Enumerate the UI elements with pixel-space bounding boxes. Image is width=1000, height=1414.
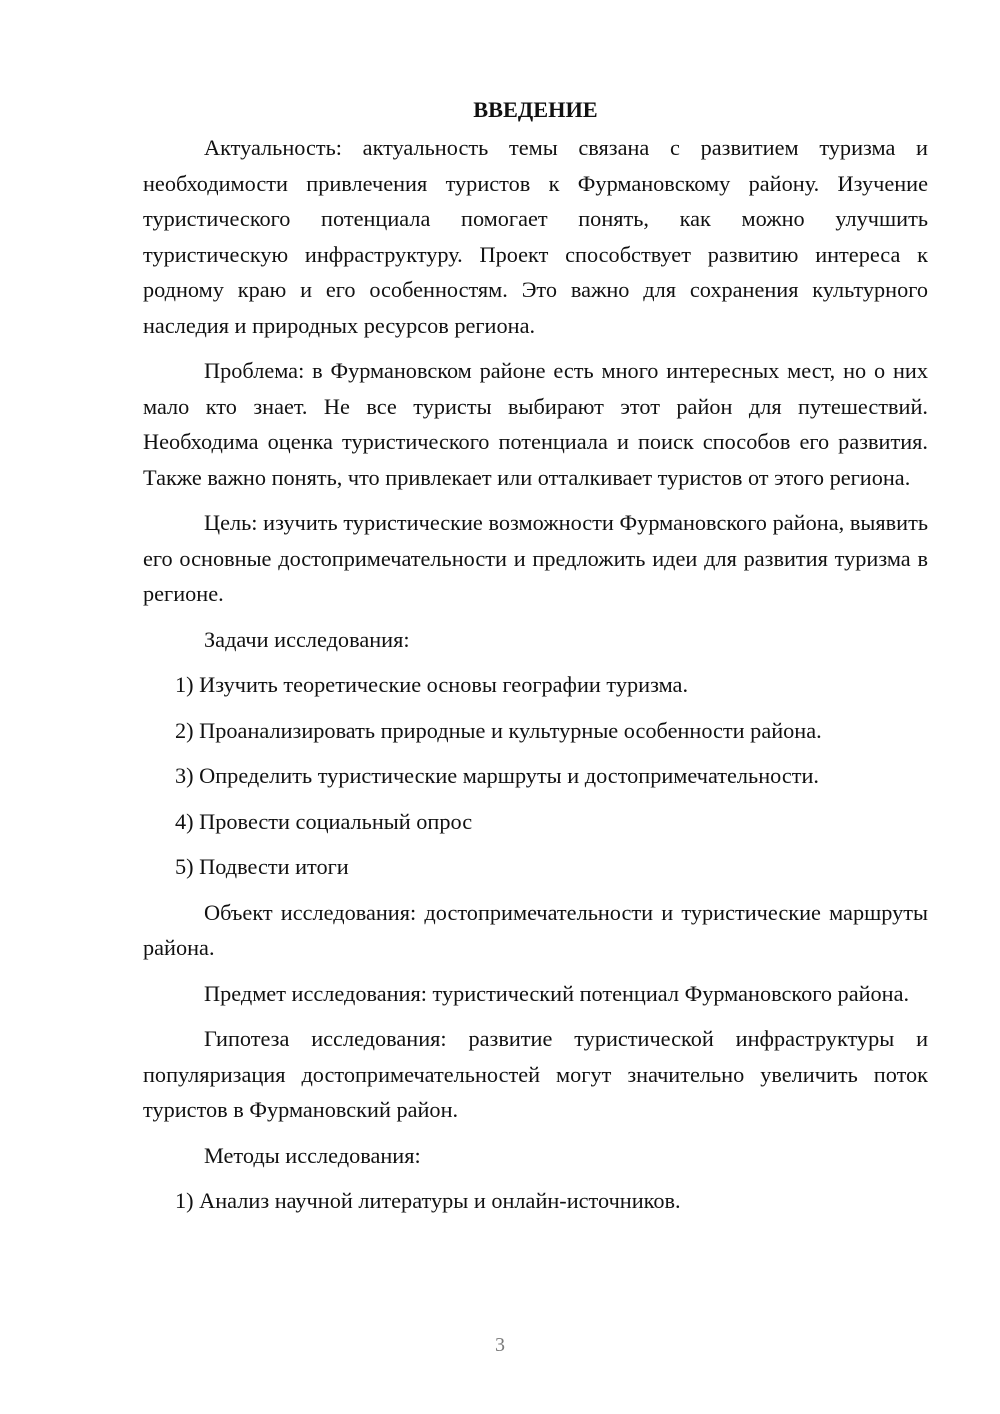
methods-list (143, 1183, 928, 1219)
paragraph-object: Объект исследования: достопримечательности и туристические маршруты района. (143, 899, 928, 960)
paragraph-relevance: Актуальность: актуальность темы связана с развитием туризма и необходимости привлечения туристов к Фурмановскому району. Изучение туристического потенциала помогает понять, как можно улучшить туристическую инфраструктуру. Проект способствует развитию интереса к родному краю и его особенностям. Это важно для сохранения культурного наследия и природных ресурсов региона. (143, 135, 928, 338)
document-page (143, 92, 928, 1229)
list-item: 3) Определить туристические маршруты и достопримечательности. (175, 763, 820, 788)
list-item: 2) Проанализировать природные и культурные особенности района. (175, 717, 822, 743)
section-title: ВВЕДЕНИЕ (473, 97, 598, 122)
tasks-heading: Задачи исследования: (204, 626, 410, 652)
methods-heading: Методы исследования: (204, 1142, 421, 1168)
list-item: 1) Анализ научной литературы и онлайн-источников. (175, 1188, 681, 1213)
tasks-list (143, 667, 928, 885)
list-item: 5) Подвести итоги (175, 854, 349, 879)
list-item: 1) Изучить теоретические основы географии туризма. (175, 672, 689, 697)
paragraph-problem: Проблема: в Фурмановском районе есть много интересных мест, но о них мало кто знает. Не все туристы выбирают этот район для путешествий. Необходима оценка туристического потенциала и поиск способов его развития. Также важно понять, что привлекает или отталкивает туристов от этого региона. (143, 358, 928, 490)
paragraph-goal: Цель: изучить туристические возможности Фурмановского района, выявить его основные достопримечательности и предложить идеи для развития туризма в регионе. (143, 510, 928, 606)
page-number: 3 (495, 1334, 505, 1356)
paragraph-subject: Предмет исследования: туристический потенциал Фурмановского района. (204, 980, 910, 1006)
list-item: 4) Провести социальный опрос (175, 808, 473, 834)
paragraph-hypothesis: Гипотеза исследования: развитие туристической инфраструктуры и популяризация достопримечательностей могут значительно увеличить поток туристов в Фурмановский район. (143, 1026, 928, 1122)
